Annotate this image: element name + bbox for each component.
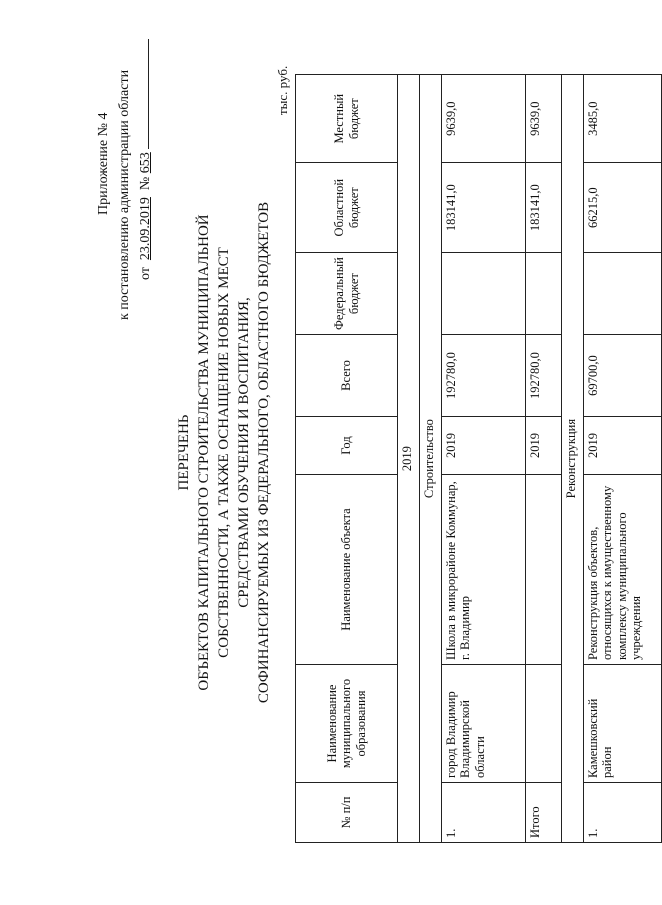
row1-regional: 183141,0 [442,163,526,253]
title-line-4: СРЕДСТВАМИ ОБУЧЕНИЯ И ВОСПИТАНИЯ, [236,297,252,608]
row1-total: 192780,0 [442,335,526,417]
row2-total: 69700,0 [584,335,662,417]
row1-num: 1. [442,783,526,843]
subtotal-local: 9639,0 [526,75,562,163]
title-line-1: ПЕРЕЧЕНЬ [176,414,192,491]
row1-local: 9639,0 [442,75,526,163]
row1-federal [442,253,526,335]
date-prefix: от [138,267,153,280]
subtotal-federal [526,253,562,335]
appendix-label: Приложение № 4 [96,112,111,215]
table-row [442,75,526,843]
section-reconstruction-row [562,75,584,843]
number-prefix: № [138,176,153,191]
row2-regional: 66215,0 [584,163,662,253]
row1-municipality: город Владимир Владимирской области [442,665,526,783]
decree-date-line [138,39,153,280]
row2-federal [584,253,662,335]
section-construction-row [420,75,442,843]
title-line-3: СОБСТВЕННОСТИ, А ТАКЖЕ ОСНАЩЕНИЕ НОВЫХ МЕСТ [216,247,232,658]
row2-object: Реконструкция объектов, относящихся к имущественному комплексу муниципального учреждения [584,475,662,665]
row2-local: 3485,0 [584,75,662,163]
table-header-row [296,75,398,843]
subtotal-object [526,475,562,665]
title-line-5: СОФИНАНСИРУЕМЫХ ИЗ ФЕДЕРАЛЬНОГО, ОБЛАСТНОГО БЮДЖЕТОВ [256,201,272,704]
subtotal-year: 2019 [526,417,562,475]
section-reconstruction: Реконструкция [562,75,584,843]
section-construction: Строительство [420,75,442,843]
objects-table [295,74,662,843]
subtotal-total: 192780,0 [526,335,562,417]
table-row [584,75,662,843]
header-object: Наименование объекта [296,475,398,665]
row1-year: 2019 [442,417,526,475]
subtotal-municipality [526,665,562,783]
row2-num: 1. [584,783,662,843]
row2-year: 2019 [584,417,662,475]
header-year: Год [296,417,398,475]
header-federal: Федеральный бюджет [296,253,398,335]
units-label: тыс. руб. [275,65,290,115]
subtotal-label: Итого [526,783,562,843]
header-num: № п/п [296,783,398,843]
subtotal-regional: 183141,0 [526,163,562,253]
subtotal-row [526,75,562,843]
header-local: Местный бюджет [296,75,398,163]
header-regional: Областной бюджет [296,163,398,253]
row2-municipality: Камешковский район [584,665,662,783]
section-year-row [398,75,420,843]
header-total: Всего [296,335,398,417]
decree-date: 23.09.2019 [138,197,153,261]
decree-label: к постановлению администрации области [117,69,132,320]
header-municipality: Наименование муниципального образования [296,665,398,783]
title-line-2: ОБЪЕКТОВ КАПИТАЛЬНОГО СТРОИТЕЛЬСТВА МУНИЦИПАЛЬНОЙ [196,214,212,691]
section-year: 2019 [398,75,420,843]
row1-object: Школа в микрорайоне Коммунар, г. Владимир [442,475,526,665]
decree-number: 653 [138,152,153,174]
signature-underline [148,39,149,149]
